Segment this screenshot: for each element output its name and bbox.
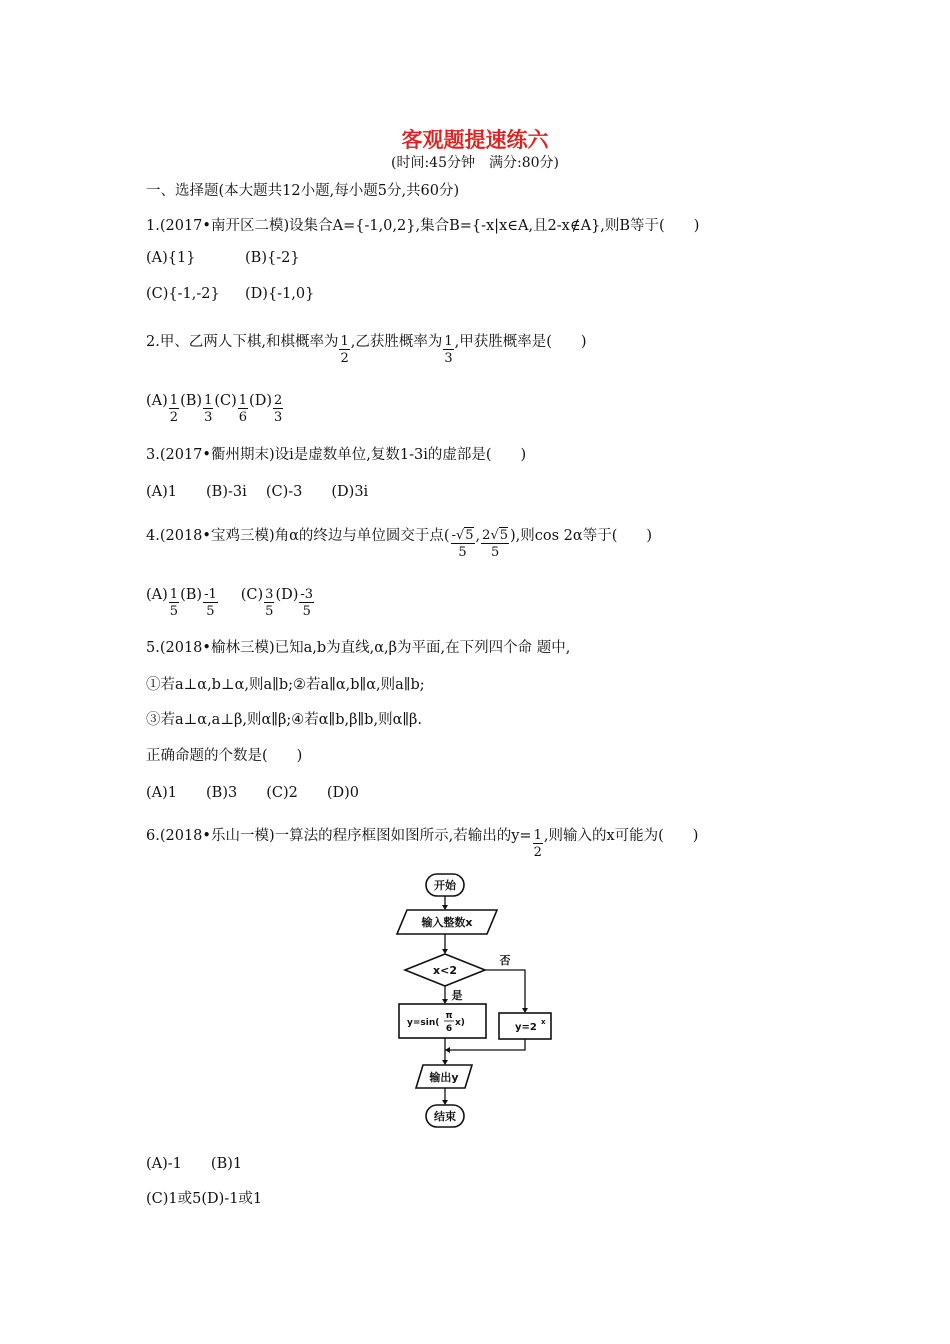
q5-question: 正确命题的个数是( ) — [146, 748, 303, 764]
sin-box-prefix: y=sin( — [407, 1018, 440, 1028]
sin-box-pi: π — [445, 1011, 453, 1021]
page-subtitle: (时间:45分钟 满分:80分) — [391, 155, 559, 171]
q4-stem: 4.(2018•宝鸡三模)角α的终边与单位圆交于点( $\frac{-√5}{5}$ , $\frac{2√5}{5}$ ),则cos 2α等于( ) — [146, 528, 653, 560]
q3-options: (A)1 (B)-3i (C)-3 (D)3i — [146, 484, 369, 500]
end-label: 结束 — [434, 1110, 456, 1123]
program-flowchart — [385, 868, 575, 1133]
q1-option-a: (A){1} — [146, 250, 196, 266]
q5-statements-1: ①若a⊥α,b⊥α,则a∥b;②若a∥α,b∥α,则a∥b; — [146, 677, 425, 693]
section-heading: 一、选择题(本大题共12小题,每小题5分,共60分) — [146, 183, 460, 199]
q4-fraction-x: $\frac{-√5}{5}$ — [451, 528, 474, 560]
q2-fraction-draw: $\frac{1}{2}$ — [340, 334, 349, 366]
q6-stem: 6.(2018•乐山一模)一算法的程序框图如图所示,若输出的y= $\frac{1}{2}$ ,则输入的x可能为( ) — [146, 828, 699, 860]
q2-fraction-win: $\frac{1}{3}$ — [444, 334, 453, 366]
power-box-exponent: x — [541, 1018, 546, 1026]
q6-options-1: (A)-1 (B)1 — [146, 1156, 243, 1172]
no-branch-label: 否 — [499, 954, 511, 967]
q6-fraction: $\frac{1}{2}$ — [533, 828, 542, 860]
input-label: 输入整数x — [421, 916, 473, 929]
q6-options-2: (C)1或5(D)-1或1 — [146, 1191, 263, 1207]
q1-option-d: (D){-1,0} — [245, 286, 315, 302]
q5-options: (A)1 (B)3 (C)2 (D)0 — [146, 785, 360, 801]
yes-branch-label: 是 — [451, 989, 463, 1002]
q5-stem: 5.(2018•榆林三模)已知a,b为直线,α,β为平面,在下列四个命 题中, — [146, 640, 571, 656]
sin-box-suffix: x) — [455, 1018, 465, 1028]
q2-stem: 2.甲、乙两人下棋,和棋概率为 $\frac{1}{2}$ ,乙获胜概率为 $\frac{1}{3}$ ,甲获胜概率是( ) — [146, 334, 587, 366]
output-label: 输出y — [429, 1071, 459, 1084]
q4-options: (A) $\frac{1}{5}$ (B) $\frac{-1}{5}$ (C) $\frac{3}{5}$ (D) $\frac{-3}{5}$ — [146, 587, 314, 619]
q4-fraction-y: $\frac{2√5}{5}$ — [482, 528, 509, 560]
q5-statements-2: ③若a⊥α,a⊥β,则α∥β;④若α∥b,β∥b,则α∥β. — [146, 712, 423, 728]
q1-stem: 1.(2017•南开区二模)设集合A={-1,0,2},集合B={-x|x∈A,且2-x∉A},则B等于( ) — [146, 218, 700, 234]
q1-option-c: (C){-1,-2} — [146, 286, 220, 302]
sin-box-six: 6 — [445, 1024, 453, 1034]
decision-label: x<2 — [433, 964, 457, 977]
q3-stem: 3.(2017•衢州期末)设i是虚数单位,复数1-3i的虚部是( ) — [146, 447, 527, 463]
power-box-label: y=2 — [515, 1022, 537, 1033]
q1-option-b: (B){-2} — [245, 250, 300, 266]
page-title: 客观题提速练六 — [401, 128, 549, 152]
q2-options: (A) $\frac{1}{2}$ (B) $\frac{1}{3}$ (C) $\frac{1}{6}$ (D) $\frac{2}{3}$ — [146, 393, 283, 425]
start-label: 开始 — [434, 879, 456, 892]
